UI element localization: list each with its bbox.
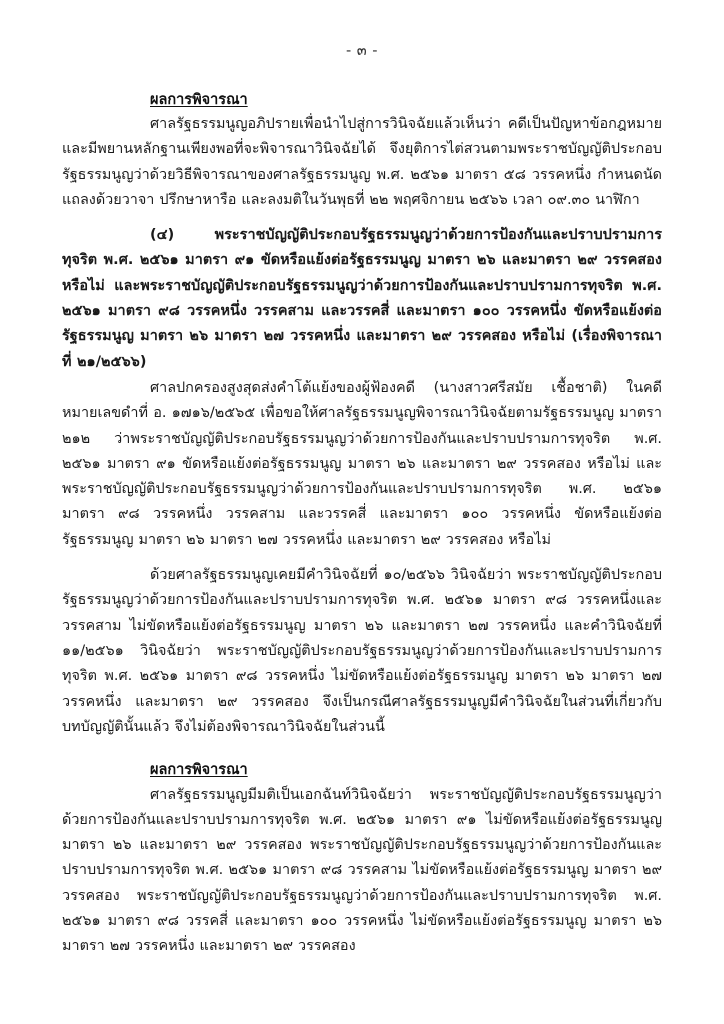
paragraph-prior-rulings: ด้วยศาลรัฐธรรมนูญเคยมีคำวินิจฉัยที่ ๑๐/๒๕๖๖ วินิจฉัยว่า พระราชบัญญัติประกอบรัฐธรรมนูญว่าด้วยการป้องกันและปราบปรามการทุจริต พ.ศ. ๒๕๖๑ มาตรา ๙๘ วรรคหนึ่งและวรรคสาม ไม่ขัดหรือแย้งต่อรัฐธรรมนูญ มาตรา ๒๖ และมาตรา ๒๗ วรรคหนึ่ง และคำวินิจฉัยที่ ๑๑/๒๕๖๑ วินิจฉัยว่า พระราชบัญญัติประกอบรัฐธรรมนูญว่าด้วยการป้องกันและปราบปรามการทุจริต พ.ศ. ๒๕๖๑ มาตรา ๙๘ วรรคหนึ่ง ไม่ขัดหรือแย้งต่อรัฐธรรมนูญ มาตรา ๒๖ มาตรา ๒๗ วรรคหนึ่ง และมาตรา ๒๙ วรรคสอง จึงเป็นกรณีศาลรัฐธรรมนูญมีคำวินิจฉัยในส่วนที่เกี่ยวกับบทบัญญัตินั้นแล้ว จึงไม่ต้องพิจารณาวินิจฉัยในส่วนนี้ [62, 567, 662, 735]
page-number: - ๓ - [345, 43, 379, 59]
heading-results-of-consideration-1: ผลการพิจารณา [150, 91, 248, 108]
paragraph-deliberation: ศาลรัฐธรรมนูญอภิปรายเพื่อนำไปสู่การวินิจฉัยแล้วเห็นว่า คดีเป็นปัญหาข้อกฎหมายและมีพยานหลักฐานเพียงพอที่จะพิจารณาวินิจฉัยได้ จึงยุติการไต่สวนตามพระราชบัญญัติประกอบรัฐธรรมนูญว่าด้วยวิธีพิจารณาของศาลรัฐธรรมนูญ พ.ศ. ๒๕๖๑ มาตรา ๕๘ วรรคหนึ่ง กำหนดนัดแถลงด้วยวาจา ปรึกษาหารือ และลงมติในวันพุธที่ ๒๒ พฤศจิกายน ๒๕๖๖ เวลา ๐๙.๓๐ นาฬิกา [62, 115, 662, 208]
paragraph-referral-from-supreme-administrative-court: ศาลปกครองสูงสุดส่งคำโต้แย้งของผู้ฟ้องคดี (นางสาวศรีสมัย เชื้อชาติ) ในคดีหมายเลขดำที่ อ. ๑๗๑๖/๒๕๖๕ เพื่อขอให้ศาลรัฐธรรมนูญพิจารณาวินิจฉัยตามรัฐธรรมนูญ มาตรา ๒๑๒ ว่าพระราชบัญญัติประกอบรัฐธรรมนูญว่าด้วยการป้องกันและปราบปรามการทุจริต พ.ศ. ๒๕๖๑ มาตรา ๙๑ ขัดหรือแย้งต่อรัฐธรรมนูญ มาตรา ๒๖ และมาตรา ๒๙ วรรคสอง หรือไม่ และพระราชบัญญัติประกอบรัฐธรรมนูญว่าด้วยการป้องกันและปราบปรามการทุจริต พ.ศ. ๒๕๖๑ มาตรา ๙๘ วรรคหนึ่ง วรรคสาม และวรรคสี่ และมาตรา ๑๐๐ วรรคหนึ่ง ขัดหรือแย้งต่อรัฐธรรมนูญ มาตรา ๒๖ มาตรา ๒๗ วรรคหนึ่ง และมาตรา ๒๙ วรรคสอง หรือไม่ [62, 379, 662, 548]
paragraph-issue-four-bold: (๔) พระราชบัญญัติประกอบรัฐธรรมนูญว่าด้วยการป้องกันและปราบปรามการทุจริต พ.ศ. ๒๕๖๑ มาตรา ๙๑ ขัดหรือแย้งต่อรัฐธรรมนูญ มาตรา ๒๖ และมาตรา ๒๙ วรรคสอง หรือไม่ และพระราชบัญญัติประกอบรัฐธรรมนูญว่าด้วยการป้องกันและปราบปรามการทุจริต พ.ศ. ๒๕๖๑ มาตรา ๙๘ วรรคหนึ่ง วรรคสาม และวรรคสี่ และมาตรา ๑๐๐ วรรคหนึ่ง ขัดหรือแย้งต่อรัฐธรรมนูญ มาตรา ๒๖ มาตรา ๒๗ วรรคหนึ่ง และมาตรา ๒๙ วรรคสอง หรือไม่ (เรื่องพิจารณาที่ ๒๑/๒๕๖๖) [62, 227, 662, 370]
heading-results-of-consideration-2: ผลการพิจารณา [150, 762, 248, 779]
paragraph-unanimous-ruling: ศาลรัฐธรรมนูญมีมติเป็นเอกฉันท์วินิจฉัยว่า พระราชบัญญัติประกอบรัฐธรรมนูญว่าด้วยการป้องกันและปราบปรามการทุจริต พ.ศ. ๒๕๖๑ มาตรา ๙๑ ไม่ขัดหรือแย้งต่อรัฐธรรมนูญ มาตรา ๒๖ และมาตรา ๒๙ วรรคสอง พระราชบัญญัติประกอบรัฐธรรมนูญว่าด้วยการป้องกันและปราบปรามการทุจริต พ.ศ. ๒๕๖๑ มาตรา ๙๘ วรรคสาม ไม่ขัดหรือแย้งต่อรัฐธรรมนูญ มาตรา ๒๙ วรรคสอง พระราชบัญญัติประกอบรัฐธรรมนูญว่าด้วยการป้องกันและปราบปรามการทุจริต พ.ศ. ๒๕๖๑ มาตรา ๙๘ วรรคสี่ และมาตรา ๑๐๐ วรรคหนึ่ง ไม่ขัดหรือแย้งต่อรัฐธรรมนูญ มาตรา ๒๖ มาตรา ๒๗ วรรคหนึ่ง และมาตรา ๒๙ วรรคสอง [62, 786, 662, 955]
